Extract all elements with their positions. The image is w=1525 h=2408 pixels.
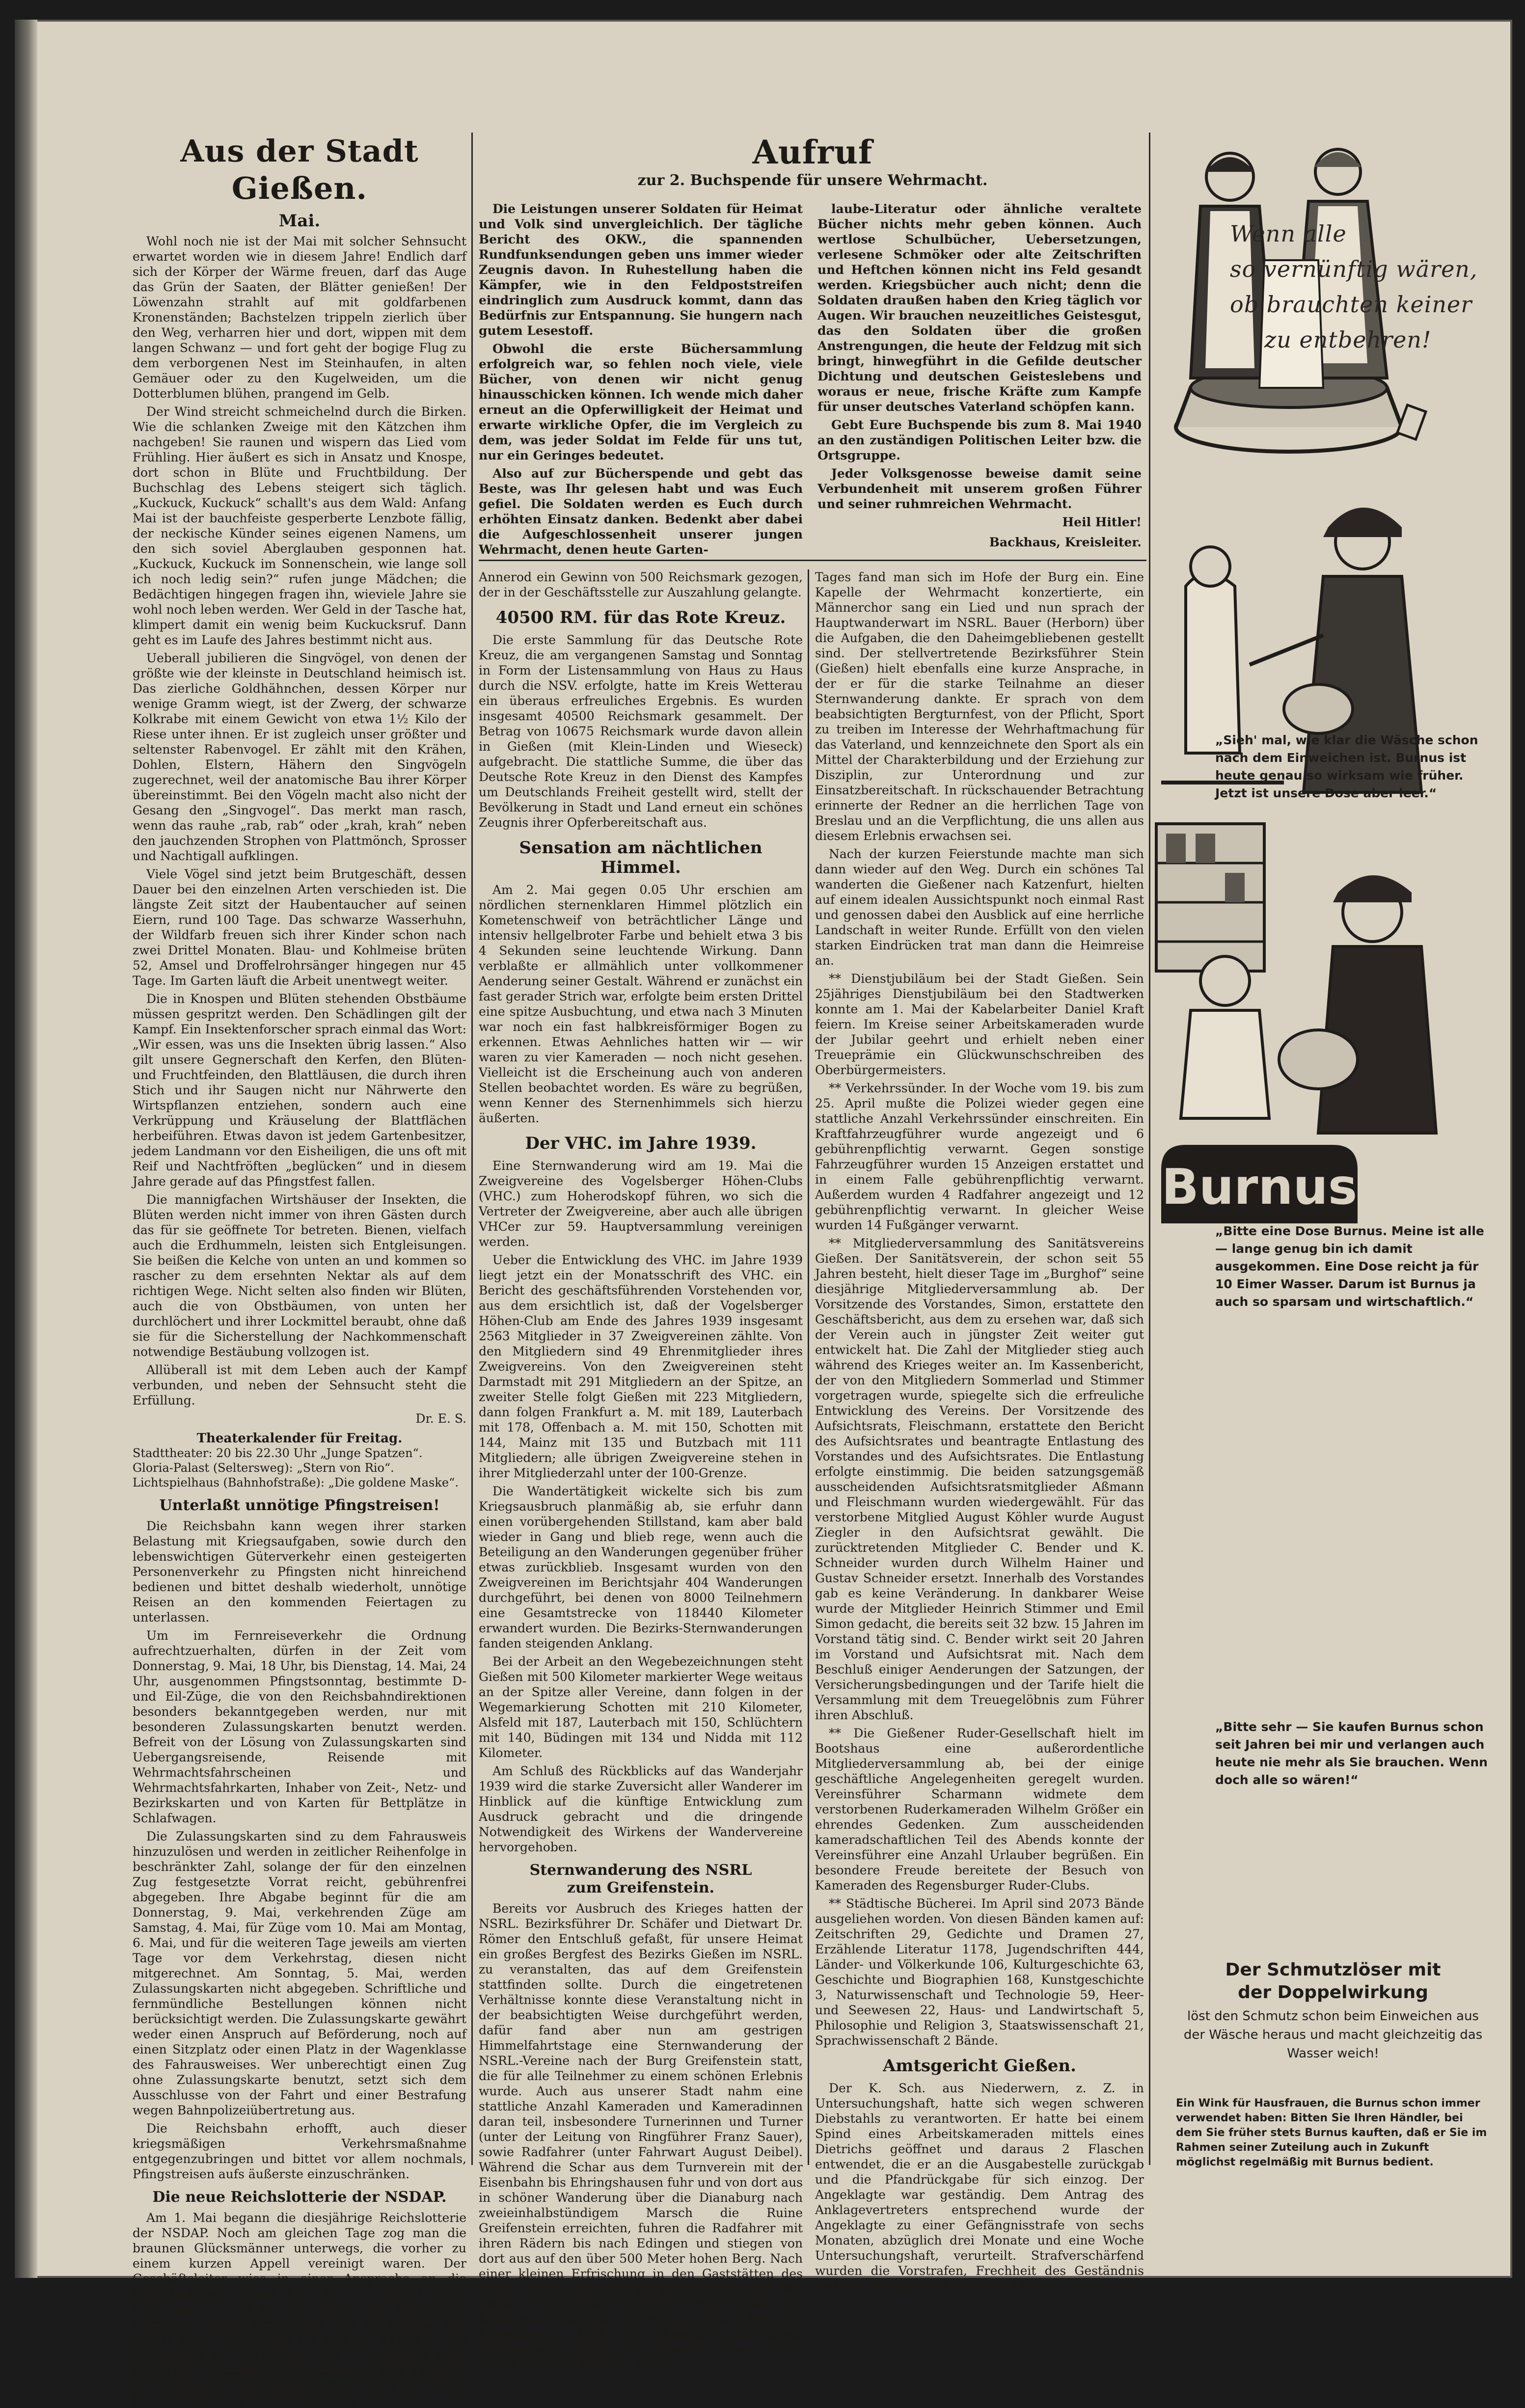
paragraph: Am 2. Mai gegen 0.05 Uhr erschien am nördlichen sternenklaren Himmel plötzlich ein Kometenschweif von beträchtlicher Länge und intensiv hellgelbroter Farbe und behielt etwa 3 bis 4 Sekunden seine leuchtende Wirkung. Dann verblaßte er allmählich unter vollkommener Aenderung seiner Gestalt. Während er zunächst ein fast gerader Strich war, erfolgte beim ersten Drittel eine spitze Ausbuchtung, und etwa nach 3 Minuten war noch ein fast halbkreisförmiger Bogen zu erkennen. Etwas Aehnliches hatten wir — wir waren zu vier Kameraden — noch nicht gesehen. Vielleicht ist die Erscheinung auch von anderen Stellen beobachtet worden. Es wäre zu begrüßen, wenn Kenner des Sternenhimmels sich hierzu äußerten. [479, 883, 803, 1125]
column-rule [808, 569, 809, 2165]
ad-tip: Ein Wink für Hausfrauen, die Burnus schon immer verwendet haben: Bitten Sie Ihren Händler, bei dem Sie früher stets Burnus kauften, daß er Sie im Rahmen seiner Zuteilung auch in Zukunft möglichst regelmäßig mit Burnus bedient. [1176, 2097, 1487, 2168]
left-column [133, 133, 466, 2408]
paragraph: ** Städtische Bücherei. Im April sind 2073 Bände ausgeliehen worden. Von diesen Bänden kamen auf: Zeitschriften 29, Gedichte und Dramen 27, Erzählende Literatur 1178, Jugendschriften 444, Länder- und Völkerkunde 106, Kulturgeschichte 63, Geschichte und Biographien 168, Kunstgeschichte 3, Naturwissenschaft und Technologie 59, Heer- und Seewesen 22, Haus- und Landwirtschaft 5, Philosophie und Religion 3, Staatswissenschaft 21, Sprachwissenschaft 2 Bände. [815, 1896, 1144, 2048]
slogan-line: Der Schmutzlöser mit [1225, 1960, 1441, 1980]
right-text-column [815, 569, 1144, 2293]
paragraph: Am 1. Mai begann die diesjährige Reichslotterie der NSDAP. Noch am gleichen Tage zog man die braunen Glücksmänner unterwegs, die vorher zu einem kurzen Appell vereinigt waren. Der Geschäftsleiter wies in einer Ansprache an die Glücksmänner darauf hin, daß es Pflicht jedes einzelnen sei, sich für den Absatz der Kriegshilfs-Losbriefe ebenso einzusetzen, wie es draußen der Soldat unter dem Einsatz von Blut und Leben für die Gesamtheit des Vaterlandes tue. Unmittelbar nach dem Appell nahmen die Glücksmänner ihre Tätigkeit auf. Schon im Laufe dieses ersten Tages der neuen Reichslotterie der NSDAP. wurde in [133, 2211, 466, 2408]
ad-caption: „Bitte eine Dose Burnus. Meine ist alle — lange genug bin ich damit ausgekommen. Eine Dose reicht ja für 10 Eimer Wasser. Darum ist Burnus ja auch so sparsam und wirtschaftlich.“ [1215, 1224, 1484, 1309]
article-title-amtsgericht: Amtsgericht Gießen. [882, 2056, 1076, 2076]
newspaper-page [15, 20, 1512, 2408]
paragraph: Obwohl die erste Büchersammlung erfolgreich war, so fehlen noch viele, viele Bücher, von denen wir nicht genug hinausschicken können. Ich wende mich daher erneut an die Opferwilligkeit der Heimat und erwarte wirkliche Opfer, die im Vergleich zu dem, was jeder Soldat im Felde für uns tut, nur ein Geringes bedeutet. [479, 342, 803, 462]
aufruf-subtitle: zur 2. Buchspende für unsere Wehrmacht. [637, 172, 988, 189]
aufruf-title: Aufruf [752, 133, 873, 171]
article-title-reichslotterie: Die neue Reichslotterie der NSDAP. [152, 2189, 447, 2206]
paragraph: ** Mitgliederversammlung des Sanitätsvereins Gießen. Der Sanitätsverein, der schon seit 55 Jahren besteht, hielt dieser Tage im „Burghof“ seine diesjährige Mitgliederversammlung ab. Der Vorsitzende des Vorstandes, Simon, erstattete den Geschäftsbericht, aus dem zu ersehen war, daß sich der Verein auch in jüngster Zeit weiter gut entwickelt hat. Die Zahl der Mitglieder stieg auch während des Krieges weiter an. Im Kassenbericht, der von den Mitgliedern Sommerlad und Stimmer vorgetragen wurde, spiegelte sich die erfreuliche Entwicklung des Vereins. Der Vorsitzende des Aufsichtsrats, Fleischmann, erstattete den Bericht des Aufsichtsrates und beantragte Entlastung des Vorstandes und des Aufsichtsrates. Die Entlastung erfolgte einstimmig. Die beiden satzungsgemäß ausscheidenden Aufsichtsratsmitglieder Aßmann und Fleischmann wurden wiedergewählt. Für das verstorbene Mitglied August Köhler wurde August Ziegler in den Aufsichtsrat gewählt. Die zurücktretenden Mitglieder C. Bender und K. Schneider wurden durch Wilhelm Hainer und Gustav Schneider ersetzt. Innerhalb des Vorstandes gab es keine Veränderung. In dankbarer Weise wurde der Mitglieder Heinrich Stimmer und Emil Simon gedacht, die bereits seit 32 bzw. 15 Jahren im Vorstand tätig sind. C. Bender wirkt seit 20 Jahren im Vorstand und Aufsichtsrat mit. Nach dem Beschluß einiger Aenderungen der Satzungen, der Versicherungsbedingungen und der Tarife hielt die Versammlung mit dem Treuegelöbnis zum Führer ihren Abschluß. [815, 1236, 1144, 1722]
burnus-logo-text: Burnus [1161, 1158, 1358, 1216]
paragraph: Viele Vögel sind jetzt beim Brutgeschäft, dessen Dauer bei den einzelnen Arten verschieden ist. Die längste Zeit sitzt der Haubentaucher auf seinen Eiern, rund 100 Tage. Das schwarze Wasserhuhn, der Wildfarb freuen sich ihrer Kinder schon nach zwei Drittel Monaten. Blau- und Kohlmeise brüten 52, Amsel und Droffelrohrsänger hingegen nur 45 Tage. Im Garten läuft die Arbeit unentwegt weiter. [133, 867, 466, 988]
script-line: so vernünftig wären, [1230, 256, 1478, 282]
paragraph: Am Schluß des Rückblicks auf das Wanderjahr 1939 wird die starke Zuversicht aller Wanderer im Hinblick auf die künftige Entwicklung zum Ausdruck gebracht und die dringende Notwendigkeit des Wirkens der Wandervereine hervorgehoben. [479, 1764, 803, 1854]
paragraph: Ueber die Entwicklung des VHC. im Jahre 1939 liegt jetzt ein der Monatsschrift des VHC. ein Bericht des geschäftsführenden Vorstehenden vor, aus dem ersichtlich ist, daß der Vogelsberger Höhen-Club am Ende des Jahres 1939 insgesamt 2563 Mitglieder in 37 Zweigvereinen zählte. Von den Mitgliedern sind 49 Ehrenmitglieder ihres Zweigvereins. Von den Zweigvereinen steht Darmstadt mit 291 Mitgliedern an der Spitze, an zweiter Stelle folgt Gießen mit 223 Mitgliedern, dann folgen Frankfurt a. M. mit 189, Lauterbach mit 178, Offenbach a. M. mit 150, Schotten mit 144, Mainz mit 135 und Butzbach mit 111 Mitgliedern; alle übrigen Zweigvereine stehen in ihrer Mitgliederzahl unter der 100-Grenze. [479, 1253, 803, 1480]
paragraph: Der Wind streicht schmeichelnd durch die Birken. Wie die schlanken Zweige mit den Kätzchen ihm nachgeben! Sie raunen und wispern das Lied vom Frühling. Hier äußert es sich in Ansatz und Knospe, dort schon in Blüte und Fruchtbildung. Der Buchschlag des Lebens steigert sich täglich. „Kuckuck, Kuckuck“ schallt's aus dem Wald: Anfang Mai ist der bauchfeiste gesperberte Lenzbote fällig, der neckische Künder seines eigenen Namens, um den sich soviel Aberglauben gesponnen hat. „Kuckuck, Kuckuck im Sonnenschein, wie lange soll ich noch ledig sein?“ rufen junge Mädchen; die Bedächtigen hingegen fragen ihn, wieviele Jahre sie wohl noch leben werden. Wer Geld in der Tasche hat, klimpert damit ein wenig beim Kuckucksruf. Dann geht es im Laufe des Jahres bestimmt nicht aus. [133, 405, 466, 647]
paragraph: Bei der Arbeit an den Wegebezeichnungen steht Gießen mit 500 Kilometer markierter Wege weitaus an der Spitze aller Vereine, dann folgen in der Wegemarkierung Schotten mit 210 Kilometer, Alsfeld mit 187, Lauterbach mit 150, Schlüchtern mit 140, Büdingen mit 134 und Nidda mit 112 Kilometer. [479, 1654, 803, 1760]
paragraph: Allüberall ist mit dem Leben auch der Kampf verbunden, und neben der Sehnsucht steht die Erfüllung. [133, 1363, 466, 1407]
column-rule [471, 133, 473, 2165]
ad-slogan [1176, 1959, 1490, 2063]
article-title-sensation: Sensation am nächtlichen Himmel. [519, 838, 762, 877]
page-binding [15, 20, 37, 2278]
masthead: Aus der Stadt Gießen. [180, 133, 419, 206]
paragraph: Nach der kurzen Feierstunde machte man sich dann wieder auf den Weg. Durch ein schönes Tal wanderten die Gießener nach Katzenfurt, hielten auf einem idealen Aussichtspunkt noch einmal Rast und genossen dabei den Ausblick auf eine herrliche Landschaft in weiter Runde. Erfüllt von den vielen starken Eindrücken trat man dann die Heimreise an. [815, 847, 1144, 968]
paragraph: Die Reichsbahn erhofft, auch dieser kriegsmäßigen Verkehrsmaßnahme entgegenzubringen und bittet vor allem nochmals, Pfingstreisen aufs äußerste einzuschränken. [133, 2121, 466, 2181]
paragraph: Die Wandertätigkeit wickelte sich bis zum Kriegsausbruch planmäßig ab, sie erfuhr dann einen vorübergehenden Stillstand, kam aber bald wieder in Gang und blieb rege, wenn auch die Beteiligung an den Wanderungen gegenüber früher etwas zurückblieb. Insgesamt wurden von den Zweigvereinen im Berichtsjahr 404 Wanderungen durchgeführt, bei denen von 8000 Teilnehmern eine Gesamtstrecke von 118440 Kilometer erwandert wurden. Die Bezirks-Sternwanderungen fanden steigenden Anklang. [479, 1484, 803, 1650]
script-line: ob brauchten keiner [1230, 291, 1472, 318]
paragraph: Bereits vor Ausbruch des Krieges hatten der NSRL. Bezirksführer Dr. Schäfer und Dietwart Dr. Römer den Entschluß gefaßt, für unsere Heimat ein großes Bergfest des Bezirks Gießen im NSRL. zu veranstalten, das auf dem Greifenstein stattfinden sollte. Durch die eingetretenen Verhältnisse konnte diese Veranstaltung nicht in der beabsichtigten Weise durchgeführt werden, dafür fand aber nun am gestrigen Himmelfahrtstage eine Sternwanderung der NSRL.-Vereine nach der Burg Greifenstein statt, die für alle Teilnehmer zu einem schönen Erlebnis wurde. Auch aus unserer Stadt nahm eine stattliche Anzahl Kameraden und Kameradinnen daran teil, insbesondere Turnerinnen und Turner (unter der Leitung von Ringführer Franz Sauer), sowie Radfahrer (unter Fahrwart August Deibel). Während die Schar aus dem Turnverein mit der Eisenbahn bis Ehringshausen fuhr und von dort aus in schöner Wanderung über die Dianaburg nach zweieinhalbstündigem Marsch die Ruine Greifenstein erreichten, fuhren die Radfahrer mit ihren Rädern bis nach Edingen und stiegen von dort aus auf den über 500 Meter hohen Berg. Nach einer kleinen Erfrischung in den Gaststätten des Ortes wurde dann die Burgruine besichtigt. Mit vielem Vergnügen kletterte man über die Mauerreste und ging durch die alten schütteren Kasematten. Auch die Kapelle mit ihrem überreichen barocken Stuckverzierungen wurde besichtigt. Zum Höhepunkt des [479, 1901, 803, 2372]
paragraph: Die Zulassungskarten sind zu dem Fahrausweis hinzuzulösen und werden in zeitlicher Reihenfolge in beschränkter Zahl, solange der für den einzelnen Zug festgesetzte Vorrat reicht, gebührenfrei abgegeben. Ihre Abgabe beginnt für die am Donnerstag, 9. Mai, verkehrenden Züge am Samstag, 4. Mai, für Züge vom 10. Mai am Montag, 6. Mai, und für die weiteren Tage jeweils am vierten Tage vor dem Verkehrstag, diesen nicht mitgerechnet. Am Sonntag, 5. Mai, werden Zulassungskarten nicht abgegeben. Schriftliche und fernmündliche Bestellungen können nicht berücksichtigt werden. Die Zulassungskarte gewährt weder einen Anspruch auf Beförderung, noch auf einen Sitzplatz oder einen Platz in der Wagenklasse des Fahrausweises. Wer unberechtigt einen Zug ohne Zulassungskarte benutzt, setzt sich dem Ausschlusse von der Fahrt und einer Bestrafung wegen Bahnpolizeiübertretung aus. [133, 1829, 466, 2117]
paragraph: Der K. Sch. aus Niederwern, z. Z. in Untersuchungshaft, hatte sich wegen schweren Diebstahls zu verantworten. Er hatte bei einem Spind eines Arbeitskameraden mittels eines Dietrichs geöffnet und daraus 2 Flaschen entwendet, die er an die Ausgabestelle zurückgab und die Pfandrückgabe für sich einzog. Der Angeklagte war geständig. Dem Antrag des Anklagevertreters entsprechend wurde der Angeklagte zu einer Gefängnisstrafe von sechs Monaten, abzüglich drei Monate und eine Woche Untersuchungshaft, verurteilt. Strafverschärfend wurden die Vorstrafen, Frechheit des Geständnis und der geringe Wert berücksichtigt. [815, 2081, 1144, 2293]
illustration-shop-counter [1156, 814, 1441, 1138]
article-title-mai: Mai. [278, 211, 321, 231]
paragraph: Gebt Eure Buchspende bis zum 8. Mai 1940 an den zuständigen Politischen Leiter bzw. die Ortsgruppe. [817, 418, 1142, 462]
paragraph: Annerod ein Gewinn von 500 Reichsmark gezogen, der in der Geschäftsstelle zur Auszahlung gelangte. [479, 570, 803, 599]
article-title-vhc: Der VHC. im Jahre 1939. [525, 1134, 757, 1153]
theater-entry: Stadttheater: 20 bis 22.30 Uhr „Junge Spatzen“. [133, 1446, 423, 1460]
slogan-body: löst den Schmutz schon beim Einweichen aus der Wäsche heraus und macht gleichzeitig das Wasser weich! [1183, 2009, 1483, 2061]
aufruf-col-1 [479, 201, 803, 560]
script-line: Wenn alle [1230, 220, 1347, 247]
article-title-pfingstreisen: Unterlaßt unnötige Pfingstreisen! [159, 1497, 440, 1514]
section-title-theater: Theaterkalender für Freitag. [196, 1431, 403, 1446]
ad-script-headline [1230, 216, 1485, 357]
center-column [479, 569, 803, 2372]
ad-caption: „Bitte sehr — Sie kaufen Burnus schon seit Jahren bei mir und verlangen auch heute nie mehr als Sie brauchen. Wenn doch alle so wären!“ [1215, 1720, 1488, 1787]
burnus-logo [1156, 1140, 1362, 1228]
paragraph: Tages fand man sich im Hofe der Burg ein. Eine Kapelle der Wehrmacht konzertierte, ein Männerchor sang ein Lied und nun sprach der Hauptwanderwart im NSRL. Bauer (Herborn) über die Aufgaben, die den Daheimgebliebenen gestellt sind. Der stellvertretende Bezirksführer Stein (Gießen) hielt ebenfalls eine kurze Ansprache, in der er für die starke Teilnahme an dieser Sternwanderung dankte. Er sprach von dem beabsichtigten Bergturnfest, von der Pflicht, Sport zu treiben im Interesse der Wehrhaftmachung für das Vaterland, und kennzeichnete den Sport als ein Mittel der Charakterbildung und der Erziehung zur Disziplin, zur Unterordnung und zur Einsatzbereitschaft. In rückschauender Betrachtung erinnerte der Redner an die herrlichen Tage von Breslau und an die Verpflichtung, die uns allen aus diesem Erlebnis erwachsen sei. [815, 570, 1144, 843]
aufruf-rule [479, 560, 1146, 561]
paragraph: laube-Literatur oder ähnliche veraltete Bücher nichts mehr geben können. Auch wertlose Schulbücher, Uebersetzungen, verlesene Schmöker oder alte Zeitschriften und Heftchen können nicht ins Feld gesandt werden. Kriegsbücher auch nicht; denn die Soldaten draußen haben den Krieg täglich vor Augen. Wir brauchen neuzeitliches Geistesgut, das den Soldaten über die großen Anstrengungen, die heute der Feldzug mit sich bringt, hinwegführt in die Gefilde deutscher Dichtung und deutschen Geisteslebens und woraus er neue, frische Kräfte zum Kampfe für unser deutsches Vaterland schöpfen kann. [817, 202, 1142, 414]
ad-caption: „Sieh' mal, wie klar die Wäsche schon nach dem Einweichen ist. Burnus ist heute genau so wirksam wie früher. Jetzt ist unsere Dose aber leer.“ [1215, 733, 1478, 800]
burnus-advertisement [1156, 133, 1495, 2168]
paragraph: Die mannigfachen Wirtshäuser der Insekten, die Blüten werden nicht immer von ihren Gästen durch das für sie geöffnete Tor betreten. Bienen, vielfach auch die Erdhummeln, leisten sich Entgleisungen. Sie beißen die Kelche von unten an und kommen so rascher zu dem ersehnten Nektar als auf dem richtigen Wege. Nicht selten also finden wir Blüten, auch die von Obstbäumen, von unten her durchlöchert und ihrer Lockmittel beraubt, ohne daß sie für die Sicherstellung der Nachkommenschaft notwendige Bestäubung vollzogen ist. [133, 1192, 466, 1359]
paragraph: ** Verkehrssünder. In der Woche vom 19. bis zum 25. April mußte die Polizei wieder gegen eine stattliche Anzahl Verkehrssünder einschreiten. Ein Kraftfahrzeugführer wurde angezeigt und 6 gebührenpflichtig verwarnt. Gegen sonstige Fahrzeugführer wurden 15 Anzeigen erstattet und in einem Falle gebührenpflichtig verwarnt. Außerdem wurden 4 Radfahrer angezeigt und 12 gebührenpflichtig verwarnt. In gleicher Weise wurden 14 Fußgänger verwarnt. [815, 1081, 1144, 1232]
paragraph: Also auf zur Bücherspende und gebt das Beste, was Ihr gelesen habt und was Euch gefiel. Die Soldaten werden es Euch durch erhöhten Einsatz danken. Bedenkt aber dabei die Aufgeschlossenheit unserer jungen Wehrmacht, denen heute Garten- [479, 466, 803, 557]
theater-entry: Gloria-Palast (Seltersweg): „Stern von Rio“. [133, 1461, 394, 1475]
article-title-rotes-kreuz: 40500 RM. für das Rote Kreuz. [495, 608, 786, 627]
slogan-line: der Doppelwirkung [1238, 1982, 1428, 2002]
greeting: Heil Hitler! [1062, 515, 1142, 529]
paragraph: Die Reichsbahn kann wegen ihrer starken Belastung mit Kriegsaufgaben, sowie durch den lebenswichtigen Güterverkehr einen gesteigerten Personenverkehr zu Pfingsten nicht hinreichend bedienen und bittet deshalb wiederholt, unnötige Reisen an den kommenden Feiertagen zu unterlassen. [133, 1519, 466, 1624]
signature: Backhaus, Kreisleiter. [989, 535, 1142, 549]
theater-entry: Lichtspielhaus (Bahnhofstraße): „Die goldene Maske“. [133, 1476, 459, 1489]
article-title-sternwanderung-2: zum Greifenstein. [567, 1879, 715, 1896]
paragraph: Die Leistungen unserer Soldaten für Heimat und Volk sind unvergleichlich. Der tägliche Bericht des OKW., die spannenden Rundfunksendungen geben uns immer wieder Zeugnis davon. In Ruhestellung haben die Kämpfer, wie in den Feldpoststreifen eindringlich zum Ausdruck kommt, dann das Bedürfnis zur Entspannung. Sie hungern nach gutem Lesestoff. [479, 202, 803, 338]
aufruf-box [479, 133, 1146, 555]
signature: Dr. E. S. [415, 1411, 466, 1426]
article-title-sternwanderung: Sternwanderung des NSRL [529, 1862, 752, 1879]
paragraph: Die erste Sammlung für das Deutsche Rote Kreuz, die am vergangenen Samstag und Sonntag in Form der Listensammlung von Haus zu Haus durch die NSV. erfolgte, hatte im Kreis Wetterau ein überaus erfreuliches Ergebnis. Es wurden insgesamt 40500 Reichsmark gesammelt. Der Betrag von 10675 Reichsmark wurde davon allein in Gießen (mit Klein-Linden und Wieseck) aufgebracht. Die stattliche Summe, die über das Deutsche Rote Kreuz in den Dienst des Kampfes um Deutschlands Freiheit gestellt wird, stellt der Bevölkerung in Stadt und Land erneut ein schönes Zeugnis ihrer Opferbereitschaft aus. [479, 633, 803, 830]
paragraph: Die in Knospen und Blüten stehenden Obstbäume müssen gespritzt werden. Den Schädlingen gilt der Kampf. Ein Insektenforscher sprach einmal das Wort: „Wir essen, was uns die Insekten übrig lassen.“ Also gilt unsere Gegnerschaft den Kerfen, den Blüten- und Fruchtfeinden, den Blattläusen, die durch ihren Stich und ihr Saugen nicht nur Nährwerte den Wirtspflanzen entziehen, sondern auch eine Verkrüppung und Kräuselung der Blattflächen herbeiführen. Etwas davon ist jedem Gartenbesitzer, jedem Landmann vor den Eisheiligen, die uns oft mit Reif und Nachtfröften „beglücken“ und in diesem Jahre gerade auf das Pfingstfest fallen. [133, 992, 466, 1189]
paragraph: Ueberall jubilieren die Singvögel, von denen der größte wie der kleinste in Deutschland heimisch ist. Das zierliche Goldhähnchen, dessen Körper nur wenige Gramm wiegt, ist der Zwerg, der schwarze Kolkrabe mit einem Gewicht von etwa 1½ Kilo der Riese unter ihnen. Er ist zugleich unser größter und seltenster Rabenvogel. Er zählt mit den Krähen, Dohlen, Elstern, Hähern den Singvögeln zugerechnet, weil der anatomische Bau ihrer Körper übereinstimmt. Bei den Vögeln macht also nicht der Gesang den „Singvogel“. Das merkt man rasch, wenn das rauhe „rab, rab“ oder „krah, krah“ neben den jauchzenden Strophen von Plattmönch, Sprosser und Nachtigall aufklingen. [133, 651, 466, 863]
paragraph: Jeder Volksgenosse beweise damit seine Verbundenheit mit unserem großen Führer und seiner ruhmreichen Wehrmacht. [817, 466, 1142, 511]
script-line: zu entbehren! [1264, 326, 1432, 353]
paragraph: ** Die Gießener Ruder-Gesellschaft hielt im Bootshaus eine außerordentliche Mitgliederversammlung ab, bei der einige geschäftliche Angelegenheiten geregelt wurden. Vereinsführer Scharmann widmete dem verstorbenen Ruderkameraden Wilhelm Größer ein ehrendes Gedenken. Zum ausscheidenden kameradschaftlichen Teil des Abends konnte der Vereinsführer eine Anzahl Urlauber begrüßen. Ein besondere Freude bereitete der Besuch von Kameraden des Regensburger Ruder-Clubs. [815, 1726, 1144, 1893]
column-rule [1149, 133, 1150, 2165]
paragraph: Um im Fernreiseverkehr die Ordnung aufrechtzuerhalten, dürfen in der Zeit vom Donnerstag, 9. Mai, 18 Uhr, bis Dienstag, 14. Mai, 24 Uhr, ausgenommen Pfingstsonntag, bestimmte D- und Eil-Züge, die von den Reichsbahndirektionen besonders bekanntgegeben werden, nur mit besonderen Zulassungskarten benutzt werden. Befreit von der Lösung von Zulassungskarten sind Uebergangsreisende, Reisende mit Wehrmachtsfahrscheinen und Wehrmachtsfahrkarten, Inhaber von Zeit-, Netz- und Bezirkskarten und von Karten für Bettplätze in Schlafwagen. [133, 1628, 466, 1825]
aufruf-col-2 [817, 201, 1142, 555]
paragraph: ** Dienstjubiläum bei der Stadt Gießen. Sein 25jähriges Dienstjubiläum bei den Stadtwerken konnte am 1. Mai der Kabelarbeiter Daniel Kraft feiern. Im Kreise seiner Arbeitskameraden wurde der Jubilar geehrt und erhielt neben einer Treueprämie ein Glückwunschschreiben des Oberbürgermeisters. [815, 972, 1144, 1077]
paragraph: Eine Sternwanderung wird am 19. Mai die Zweigvereine des Vogelsberger Höhen-Clubs (VHC.) zum Hoherodskopf führen, wo sich die Vertreter der Zweigvereine, aber auch alle übrigen VHCer zur 59. Hauptversammlung vereinigen werden. [479, 1159, 803, 1249]
paragraph: Wohl noch nie ist der Mai mit solcher Sehnsucht erwartet worden wie in diesem Jahre! Endlich darf sich der Körper der Wärme freuen, darf das Auge das Grün der Saaten, der Blätter genießen! Der Löwenzahn strahlt auf mit goldfarbenen Kronenständen; Bachstelzen trippeln zierlich über den Weg, verharren hier und dort, wippen mit dem langen Schwanz — und fort geht der bogige Flug zu dem verborgenen Nest im Steinhaufen, in alten Gemäuer oder zu den Kugelweiden, um die Dotterblumen blühen, prangend im Gelb. [133, 234, 466, 401]
